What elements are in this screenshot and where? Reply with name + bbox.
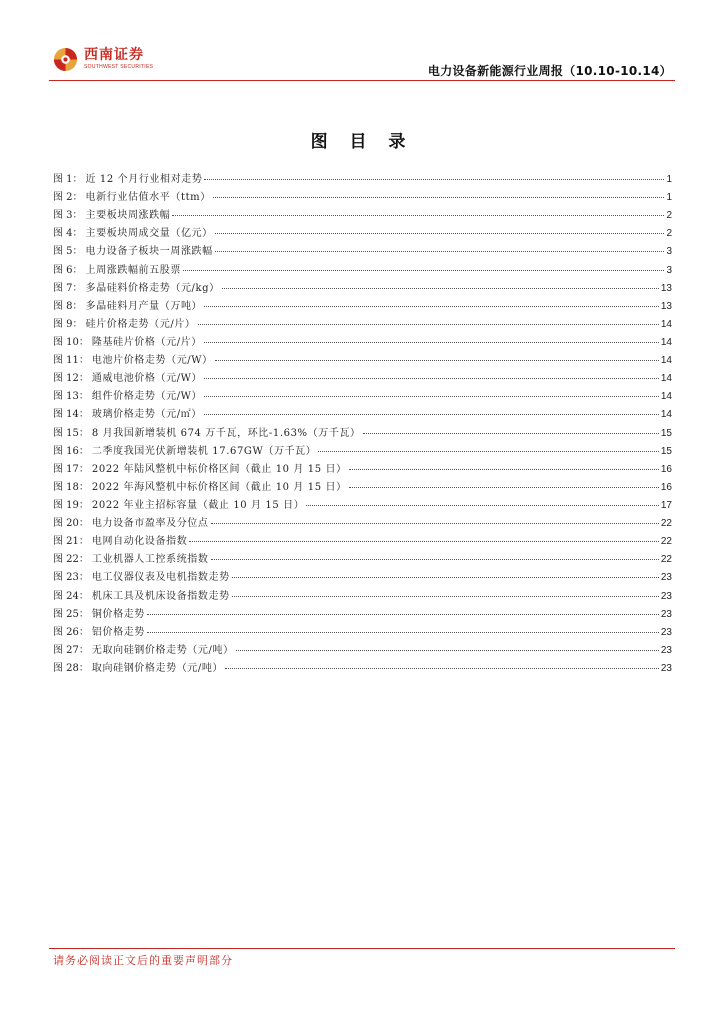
toc-entry-page-number: 2	[666, 228, 672, 240]
toc-entry-title: 铝价格走势	[91, 626, 145, 638]
logo-chinese-text: 西南证券	[84, 46, 144, 63]
toc-dot-leader	[306, 505, 659, 506]
toc-entry-label: 图 4：	[53, 228, 83, 240]
toc-entry-title: 电网自动化设备指数	[91, 536, 188, 548]
toc-dot-leader	[215, 233, 665, 234]
toc-entry[interactable]	[53, 641, 672, 659]
toc-entry-label: 图 18：	[53, 481, 89, 493]
toc-dot-leader	[147, 632, 659, 633]
toc-dot-leader	[204, 414, 659, 415]
toc-dot-leader	[189, 541, 659, 542]
toc-entry-label: 图 17：	[53, 463, 89, 475]
toc-entry-label: 图 21：	[53, 536, 89, 548]
toc-entry-label: 图 5：	[53, 246, 83, 258]
toc-entry-page-number: 1	[666, 192, 672, 204]
toc-entry-title: 铜价格走势	[91, 608, 145, 620]
toc-entry-label: 图 22：	[53, 554, 89, 566]
toc-entry-page-number: 23	[660, 572, 672, 584]
toc-entry-label: 图 14：	[53, 409, 89, 421]
toc-entry-title: 电新行业估值水平（ttm）	[85, 192, 211, 204]
toc-entry-label: 图 23：	[53, 572, 89, 584]
toc-dot-leader	[349, 469, 659, 470]
toc-entry-label: 图 19：	[53, 499, 89, 511]
toc-entry-page-number: 2	[666, 210, 672, 222]
toc-entry[interactable]	[53, 315, 672, 333]
toc-heading: 图 目 录	[310, 132, 414, 152]
toc-entry-label: 图 6：	[53, 264, 83, 276]
toc-entry-label: 图 11：	[53, 355, 89, 367]
toc-entry-label: 图 9：	[53, 318, 83, 330]
toc-dot-leader	[204, 179, 664, 180]
toc-entry-page-number: 14	[660, 336, 672, 348]
toc-entry-page-number: 22	[660, 536, 672, 548]
toc-entry-label: 图 28：	[53, 662, 89, 674]
toc-dot-leader	[236, 650, 659, 651]
toc-dot-leader	[225, 668, 659, 669]
toc-dot-leader	[204, 396, 659, 397]
toc-dot-leader	[198, 324, 659, 325]
toc-dot-leader	[349, 487, 659, 488]
toc-dot-leader	[147, 614, 659, 615]
toc-entry[interactable]	[53, 369, 672, 387]
logo-english-text: SOUTHWEST SECURITIES	[84, 63, 154, 70]
toc-entry-title: 隆基硅片价格（元/片）	[91, 336, 202, 348]
toc-entry[interactable]	[53, 297, 672, 315]
toc-entry[interactable]	[53, 224, 672, 242]
toc-dot-leader	[215, 251, 665, 252]
toc-entry-page-number: 15	[660, 427, 672, 439]
toc-dot-leader	[232, 596, 659, 597]
toc-entry-title: 近 12 个月行业相对走势	[85, 174, 203, 185]
toc-entry-title: 电工仪器仪表及电机指数走势	[91, 572, 230, 584]
toc-entry-label: 图 24：	[53, 590, 89, 602]
toc-entry[interactable]	[53, 387, 672, 405]
toc-entry-page-number: 14	[660, 355, 672, 367]
toc-entry-title: 主要板块周成交量（亿元）	[85, 228, 213, 240]
toc-entry-label: 图 13：	[53, 391, 89, 403]
toc-entry-page-number: 23	[660, 608, 672, 620]
toc-entry[interactable]	[53, 188, 672, 206]
toc-dot-leader	[232, 577, 659, 578]
toc-entry[interactable]	[53, 206, 672, 224]
toc-entry[interactable]	[53, 333, 672, 351]
toc-entry-page-number: 3	[666, 264, 672, 276]
southwest-securities-logo-icon	[53, 47, 78, 72]
toc-entry-title: 取向硅钢价格走势（元/吨）	[91, 662, 224, 674]
toc-dot-leader	[215, 360, 659, 361]
toc-dot-leader	[204, 378, 659, 379]
toc-entry-title: 玻璃价格走势（元/㎡）	[91, 409, 202, 421]
toc-dot-leader	[211, 523, 659, 524]
toc-entry-title: 电池片价格走势（元/W）	[91, 355, 213, 367]
toc-entry-title: 2022 年业主招标容量（截止 10 月 15 日）	[91, 499, 305, 511]
toc-entry-label: 图 1：	[53, 174, 83, 185]
toc-entry[interactable]	[53, 242, 672, 260]
toc-entry-title: 多晶硅料月产量（万吨）	[85, 300, 203, 312]
toc-entry-title: 8 月我国新增装机 674 万千瓦，环比-1.63%（万千瓦）	[91, 427, 361, 439]
toc-entry-page-number: 15	[660, 445, 672, 457]
toc-entry-page-number: 1	[666, 174, 672, 185]
table-of-figures	[53, 170, 672, 677]
toc-entry-label: 图 16：	[53, 445, 89, 457]
header-divider	[49, 80, 675, 81]
toc-entry-title: 2022 年海风整机中标价格区间（截止 10 月 15 日）	[91, 481, 347, 493]
company-logo	[53, 41, 153, 77]
toc-entry[interactable]	[53, 442, 672, 460]
toc-entry[interactable]	[53, 550, 672, 568]
toc-entry-title: 工业机器人工控系统指数	[91, 554, 209, 566]
toc-dot-leader	[213, 197, 665, 198]
toc-entry-page-number: 23	[660, 644, 672, 656]
toc-entry-page-number: 14	[660, 373, 672, 385]
toc-entry-title: 电力设备市盈率及分位点	[91, 518, 209, 530]
toc-entry-page-number: 14	[660, 318, 672, 330]
toc-entry-title: 多晶硅料价格走势（元/kg）	[85, 282, 220, 294]
toc-dot-leader	[222, 288, 659, 289]
report-title: 电力设备新能源行业周报（10.10-10.14）	[427, 64, 672, 78]
toc-entry-title: 主要板块周涨跌幅	[85, 210, 171, 222]
toc-entry-label: 图 12：	[53, 373, 89, 385]
toc-dot-leader	[363, 433, 659, 434]
toc-entry-label: 图 8：	[53, 300, 83, 312]
toc-entry-page-number: 13	[660, 282, 672, 294]
toc-entry[interactable]	[53, 532, 672, 550]
toc-entry-label: 图 20：	[53, 518, 89, 530]
toc-entry[interactable]	[53, 170, 672, 188]
toc-dot-leader	[172, 215, 664, 216]
toc-entry-title: 2022 年陆风整机中标价格区间（截止 10 月 15 日）	[91, 463, 347, 475]
toc-entry-label: 图 15：	[53, 427, 89, 439]
toc-entry[interactable]	[53, 460, 672, 478]
toc-entry-label: 图 2：	[53, 192, 83, 204]
toc-entry-label: 图 7：	[53, 282, 83, 294]
toc-entry[interactable]	[53, 514, 672, 532]
toc-entry-page-number: 17	[660, 499, 672, 511]
toc-entry-page-number: 22	[660, 554, 672, 566]
footer-divider	[49, 948, 675, 949]
toc-entry-label: 图 10：	[53, 336, 89, 348]
toc-dot-leader	[204, 306, 659, 307]
toc-entry-page-number: 16	[660, 481, 672, 493]
toc-entry-label: 图 25：	[53, 608, 89, 620]
toc-entry[interactable]	[53, 659, 672, 677]
toc-entry-page-number: 23	[660, 662, 672, 674]
toc-entry-title: 机床工具及机床设备指数走势	[91, 590, 230, 602]
toc-entry-title: 电力设备子板块一周涨跌幅	[85, 246, 213, 258]
toc-entry-page-number: 14	[660, 409, 672, 421]
toc-entry-title: 硅片价格走势（元/片）	[85, 318, 196, 330]
toc-entry[interactable]	[53, 605, 672, 623]
toc-entry-label: 图 26：	[53, 626, 89, 638]
toc-entry[interactable]	[53, 405, 672, 423]
toc-entry-page-number: 23	[660, 626, 672, 638]
toc-entry-title: 组件价格走势（元/W）	[91, 391, 203, 403]
toc-entry[interactable]	[53, 587, 672, 605]
toc-dot-leader	[204, 342, 659, 343]
toc-entry-label: 图 3：	[53, 210, 83, 222]
toc-entry-page-number: 16	[660, 463, 672, 475]
toc-entry-page-number: 22	[660, 518, 672, 530]
toc-dot-leader	[183, 270, 664, 271]
toc-entry-page-number: 23	[660, 590, 672, 602]
toc-entry-page-number: 13	[660, 300, 672, 312]
toc-entry-title: 二季度我国光伏新增装机 17.67GW（万千瓦）	[91, 445, 317, 457]
toc-entry-page-number: 3	[666, 246, 672, 258]
toc-entry-title: 通威电池价格（元/W）	[91, 373, 203, 385]
footer-disclaimer: 请务必阅读正文后的重要声明部分	[53, 954, 233, 967]
toc-entry-page-number: 14	[660, 391, 672, 403]
toc-entry-title: 上周涨跌幅前五股票	[85, 264, 181, 276]
toc-entry[interactable]	[53, 279, 672, 297]
toc-entry[interactable]	[53, 261, 672, 279]
toc-entry[interactable]	[53, 496, 672, 514]
toc-entry[interactable]	[53, 351, 672, 369]
page-header	[0, 0, 724, 82]
toc-dot-leader	[211, 559, 659, 560]
toc-dot-leader	[318, 451, 658, 452]
toc-entry-label: 图 27：	[53, 644, 89, 656]
toc-entry[interactable]	[53, 568, 672, 586]
toc-entry[interactable]	[53, 424, 672, 442]
toc-entry[interactable]	[53, 623, 672, 641]
toc-entry-title: 无取向硅钢价格走势（元/吨）	[91, 644, 234, 656]
toc-entry[interactable]	[53, 478, 672, 496]
